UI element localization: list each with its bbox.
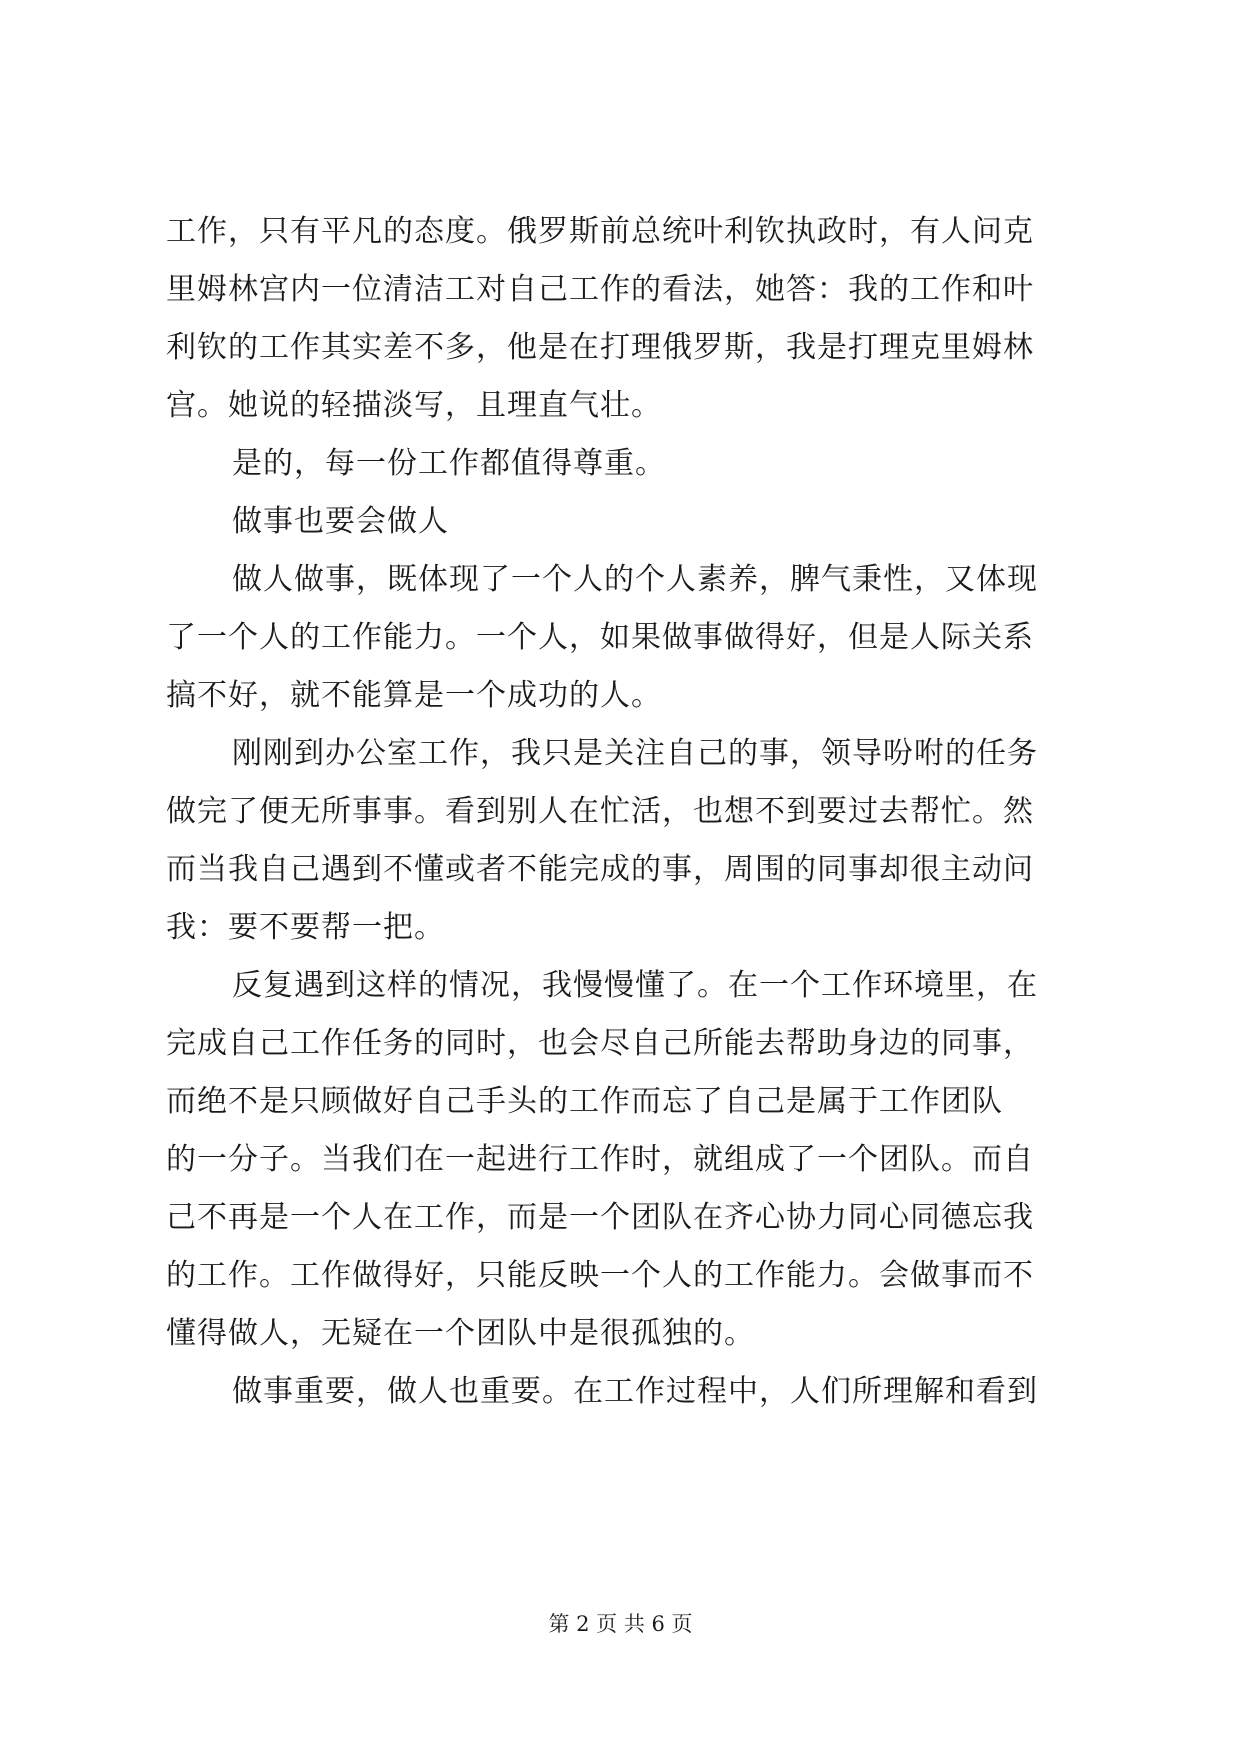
body-text-line: 懂得做人，无疑在一个团队中是很孤独的。: [166, 1316, 755, 1351]
body-text-line: 刚刚到办公室工作，我只是关注自己的事，领导吩咐的任务: [232, 736, 1038, 771]
body-text-line: 是的，每一份工作都值得尊重。: [232, 446, 666, 481]
body-text-line: 而绝不是只顾做好自己手头的工作而忘了自己是属于工作团队: [166, 1084, 1003, 1119]
body-text-line: 里姆林宫内一位清洁工对自己工作的看法，她答：我的工作和叶: [166, 272, 1034, 307]
body-text-line: 做事重要，做人也重要。在工作过程中，人们所理解和看到: [232, 1374, 1038, 1409]
body-text-line: 做事也要会做人: [232, 504, 449, 539]
body-text-line: 了一个人的工作能力。一个人，如果做事做得好，但是人际关系: [166, 620, 1034, 655]
body-text-line: 做人做事，既体现了一个人的个人素养，脾气秉性，又体现: [232, 562, 1038, 597]
page-footer: 第 2 页 共 6 页: [548, 1612, 693, 1636]
body-text-line: 的工作。工作做得好，只能反映一个人的工作能力。会做事而不: [166, 1258, 1034, 1293]
body-text-line: 搞不好，就不能算是一个成功的人。: [166, 678, 662, 713]
body-text-line: 我：要不要帮一把。: [166, 910, 445, 945]
body-text-line: 宫。她说的轻描淡写，且理直气壮。: [166, 388, 662, 423]
body-text-line: 工作，只有平凡的态度。俄罗斯前总统叶利钦执政时，有人问克: [166, 214, 1034, 249]
body-text-line: 反复遇到这样的情况，我慢慢懂了。在一个工作环境里，在: [232, 968, 1038, 1003]
body-text-line: 利钦的工作其实差不多，他是在打理俄罗斯，我是打理克里姆林: [166, 330, 1034, 365]
body-text-line: 完成自己工作任务的同时，也会尽自己所能去帮助身边的同事，: [166, 1026, 1034, 1061]
body-text-line: 做完了便无所事事。看到别人在忙活，也想不到要过去帮忙。然: [166, 794, 1034, 829]
body-text-line: 而当我自己遇到不懂或者不能完成的事，周围的同事却很主动问: [166, 852, 1034, 887]
body-text-line: 的一分子。当我们在一起进行工作时，就组成了一个团队。而自: [166, 1142, 1034, 1177]
body-text-line: 己不再是一个人在工作，而是一个团队在齐心协力同心同德忘我: [166, 1200, 1034, 1235]
